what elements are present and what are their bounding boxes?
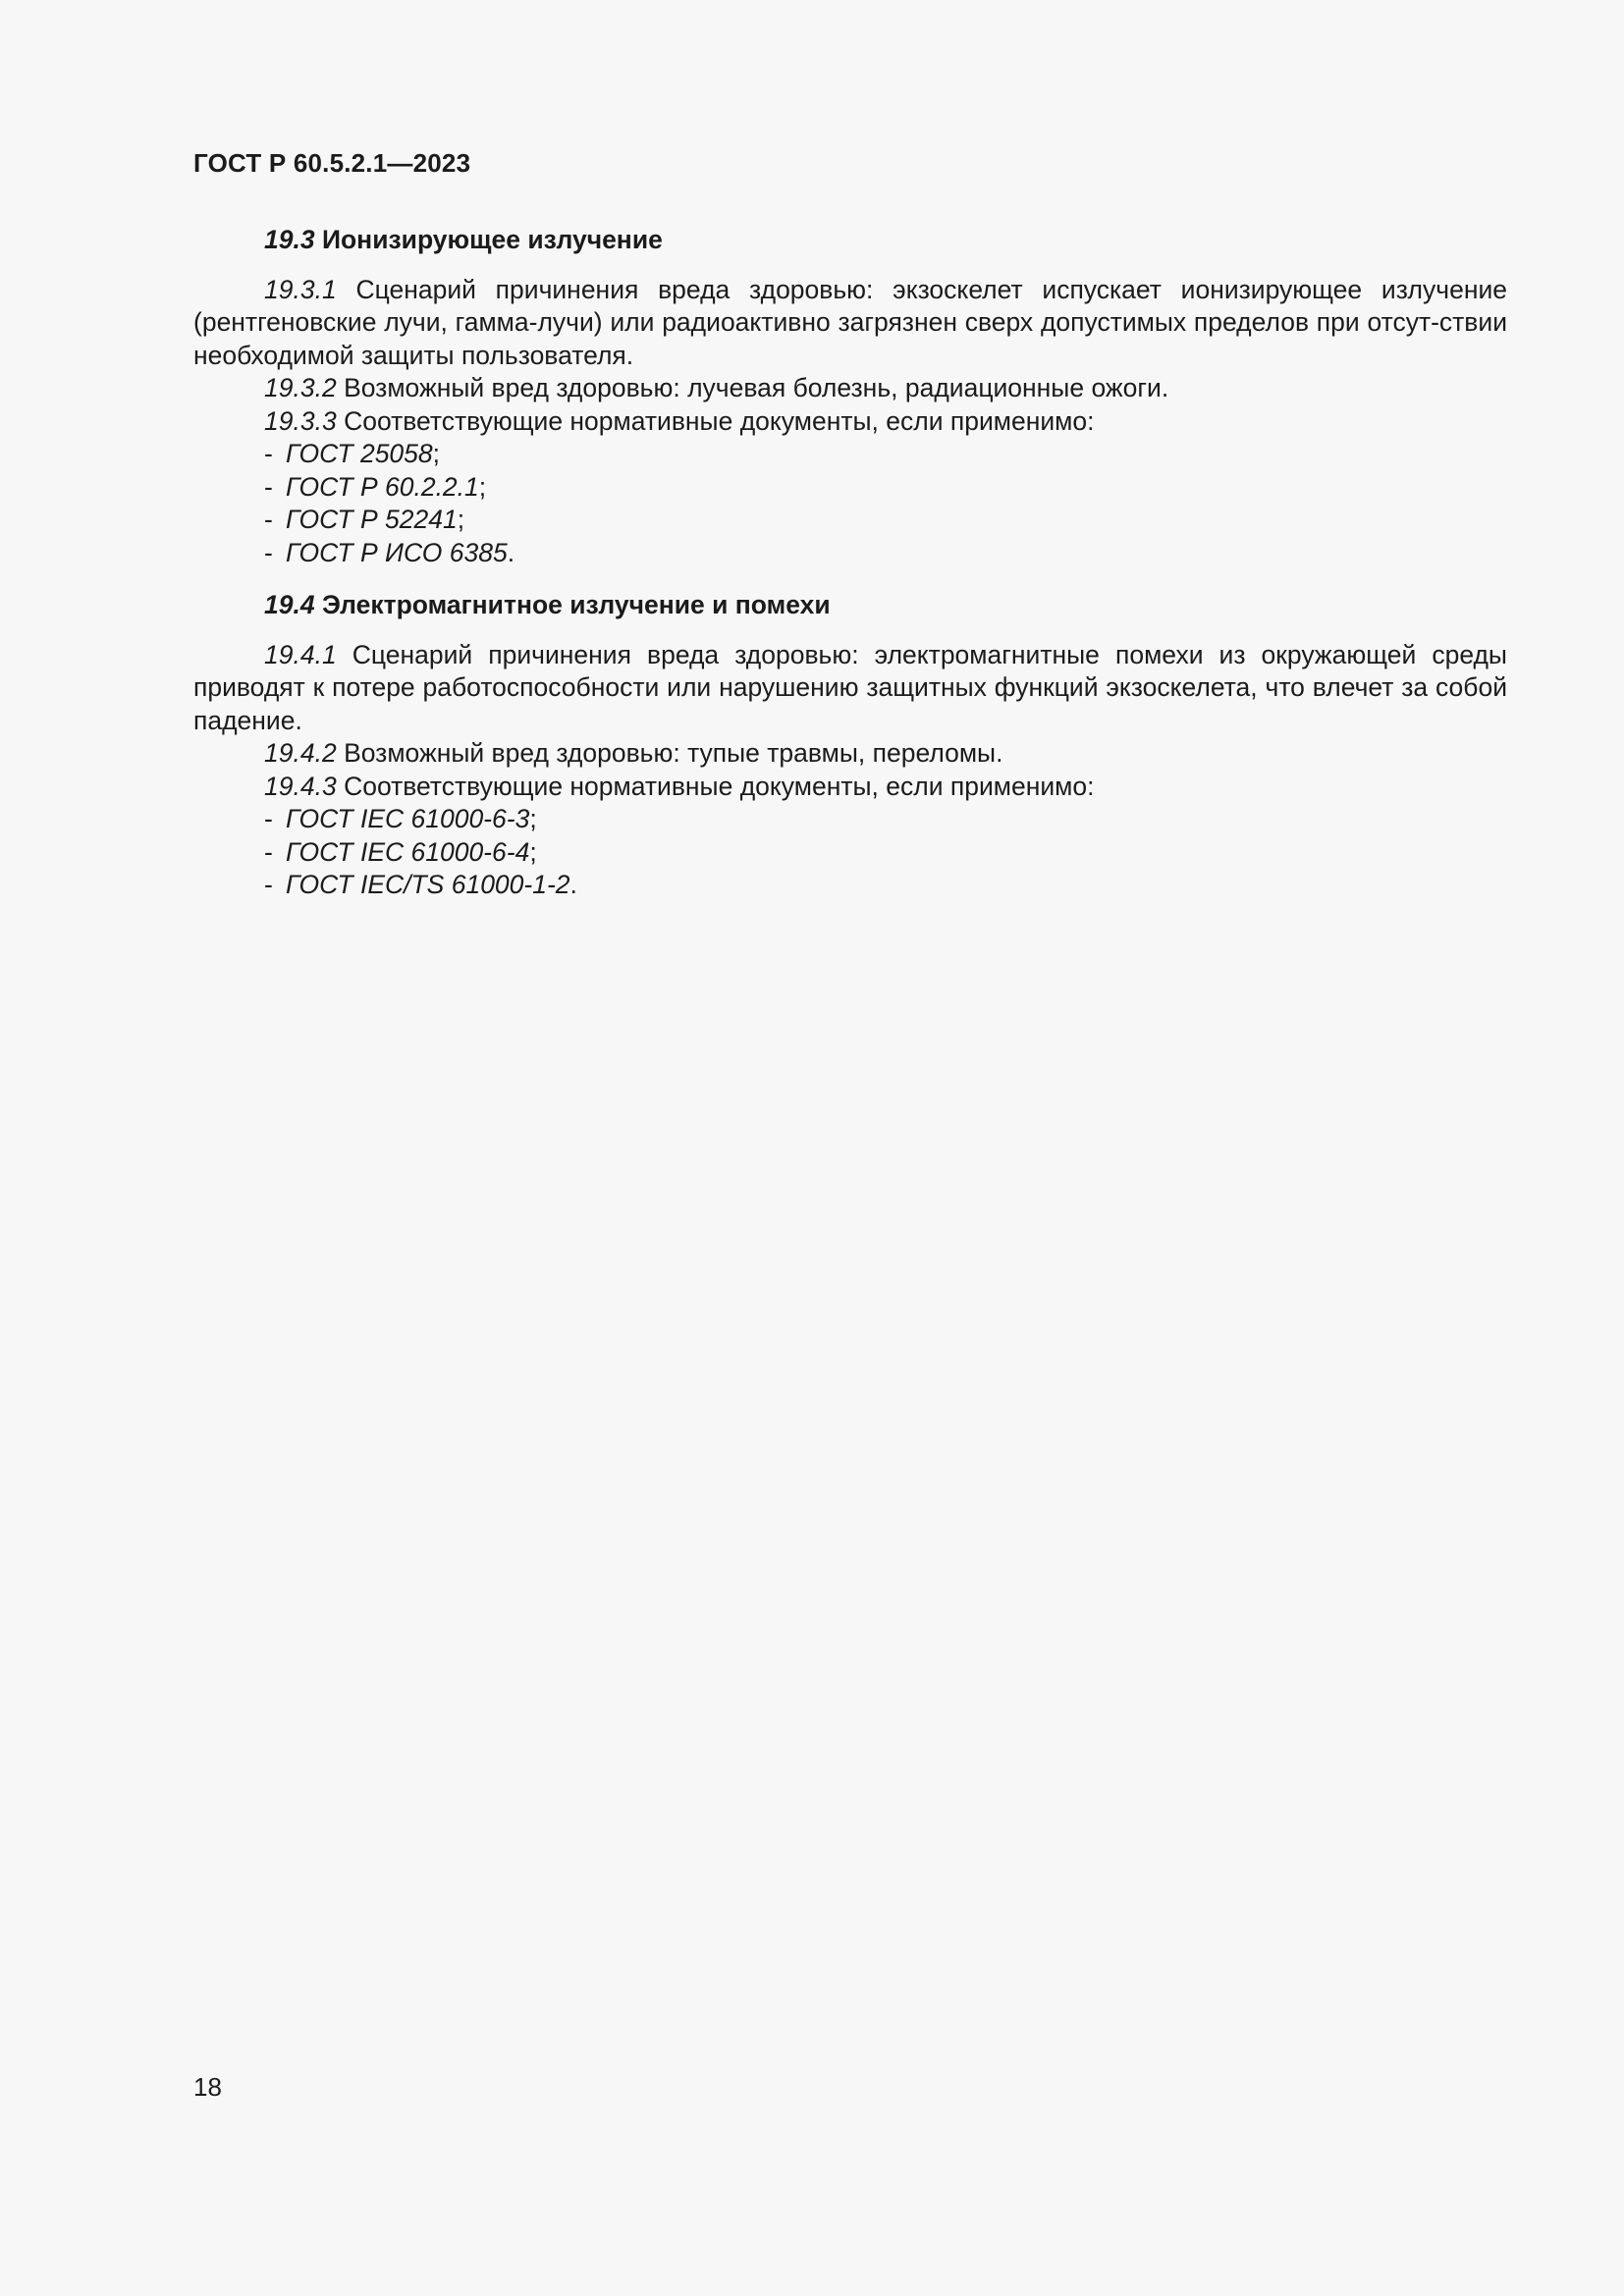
- list-punctuation: ;: [529, 804, 537, 833]
- paragraph-number: 19.3.1: [264, 274, 337, 304]
- list-punctuation: ;: [478, 471, 487, 502]
- list-punctuation: ;: [529, 836, 537, 867]
- paragraph-19-3-2: [193, 372, 1507, 405]
- paragraph-text: Соответствующие нормативные документы, если применимо:: [344, 405, 1095, 436]
- paragraph-text: Возможный вред здоровью: тупые травмы, переломы.: [344, 738, 1003, 768]
- section-19-4: [193, 589, 1507, 902]
- list-item: [193, 537, 1507, 570]
- paragraph-19-3-1: [193, 274, 1507, 373]
- paragraph-text: Возможный вред здоровью: лучевая болезнь, радиационные ожоги.: [344, 373, 1169, 402]
- standard-reference: ГОСТ 25058: [286, 439, 433, 468]
- list-punctuation: ;: [457, 505, 465, 534]
- list-item: [193, 471, 1507, 505]
- paragraph-19-3-3: [193, 405, 1507, 439]
- section-heading: Ионизирующее излучение: [321, 225, 663, 254]
- list-dash: -: [264, 804, 273, 833]
- list-punctuation: .: [507, 537, 515, 567]
- list-punctuation: .: [569, 870, 577, 899]
- standard-reference: ГОСТ IEC/TS 61000-1-2: [286, 870, 570, 899]
- document-header: ГОСТ Р 60.5.2.1—2023: [193, 148, 471, 178]
- list-dash: -: [264, 537, 273, 567]
- paragraph-number: 19.4.3: [264, 771, 337, 801]
- standard-reference: ГОСТ Р 52241: [286, 505, 458, 534]
- paragraph-text: Соответствующие нормативные документы, если применимо:: [344, 771, 1095, 801]
- list-item: [193, 836, 1507, 870]
- section-heading: Электромагнитное излучение и помехи: [321, 590, 831, 619]
- paragraph-text: Сценарий причинения вреда здоровью: экзоскелет испускает ионизирующее излучение (рентгеновские лучи, гамма-лучи) или радиоактивно загрязнен сверх допустимых пределов при отсут-ствии необходимой защиты пользователя.: [193, 274, 1507, 370]
- list-punctuation: ;: [432, 439, 441, 468]
- section-number: 19.3: [264, 225, 315, 254]
- paragraph-number: 19.3.2: [264, 373, 337, 402]
- list-dash: -: [264, 439, 273, 468]
- list-item: [193, 504, 1507, 537]
- paragraph-number: 19.4.2: [264, 738, 337, 768]
- list-dash: -: [264, 505, 273, 534]
- section-title: [193, 589, 1507, 622]
- section-19-3: [193, 224, 1507, 569]
- list-item: [193, 803, 1507, 836]
- standard-reference: ГОСТ IEC 61000-6-4: [286, 836, 530, 867]
- list-item: [193, 869, 1507, 902]
- paragraph-number: 19.4.1: [264, 639, 337, 669]
- list-item: [193, 438, 1507, 471]
- standard-reference: ГОСТ IEC 61000-6-3: [286, 804, 530, 833]
- list-dash: -: [264, 836, 273, 867]
- page-number: 18: [193, 2072, 222, 2102]
- paragraph-number: 19.3.3: [264, 405, 337, 436]
- paragraph-text: Сценарий причинения вреда здоровью: электромагнитные помехи из окружающей среды приводят к потере работоспособности или нарушению защитных функций экзоскелета, что влечет за собой падение.: [193, 639, 1507, 735]
- reference-list: [193, 803, 1507, 902]
- paragraph-19-4-1: [193, 639, 1507, 738]
- section-number: 19.4: [264, 590, 315, 619]
- standard-reference: ГОСТ Р ИСО 6385: [286, 537, 508, 567]
- section-title: [193, 224, 1507, 257]
- standard-reference: ГОСТ Р 60.2.2.1: [286, 471, 479, 502]
- reference-list: [193, 438, 1507, 569]
- list-dash: -: [264, 870, 273, 899]
- paragraph-19-4-3: [193, 771, 1507, 804]
- paragraph-19-4-2: [193, 737, 1507, 771]
- list-dash: -: [264, 471, 273, 502]
